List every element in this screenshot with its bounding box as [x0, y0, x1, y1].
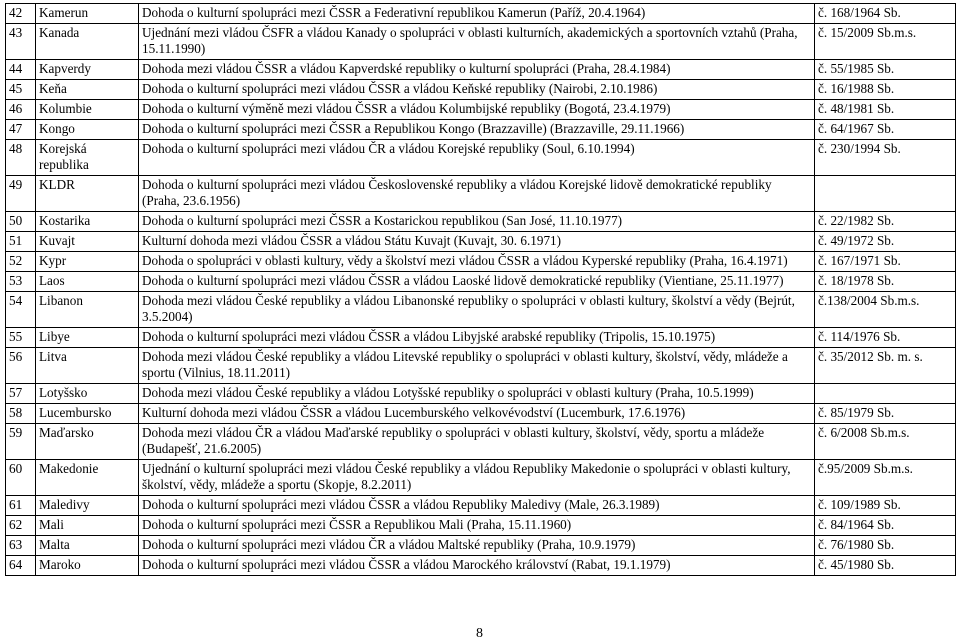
treaty-table — [5, 3, 956, 576]
treaty-title-cell: Dohoda mezi vládou ČR a vládou Maďarské republiky o spolupráci v oblasti kultury, školství, vědy, sportu a mládeže (Budapešť, 21.6.2005) — [139, 424, 815, 460]
collection-reference-cell: č. 167/1971 Sb. — [815, 252, 956, 272]
collection-reference-cell: č. 109/1989 Sb. — [815, 496, 956, 516]
country-cell: Maroko — [36, 556, 139, 576]
table-row — [6, 24, 956, 60]
country-cell: Kamerun — [36, 4, 139, 24]
collection-reference-cell: č.95/2009 Sb.m.s. — [815, 460, 956, 496]
collection-reference-cell — [815, 384, 956, 404]
row-number: 47 — [6, 120, 36, 140]
collection-reference-cell: č.138/2004 Sb.m.s. — [815, 292, 956, 328]
country-cell: KLDR — [36, 176, 139, 212]
collection-reference-cell: č. 18/1978 Sb. — [815, 272, 956, 292]
row-number: 56 — [6, 348, 36, 384]
table-row — [6, 536, 956, 556]
row-number: 52 — [6, 252, 36, 272]
treaty-title-cell: Dohoda o kulturní spolupráci mezi vládou ČR a vládou Korejské republiky (Soul, 6.10.1994) — [139, 140, 815, 176]
collection-reference-cell: č. 55/1985 Sb. — [815, 60, 956, 80]
row-number: 58 — [6, 404, 36, 424]
treaty-title-cell: Dohoda mezi vládou České republiky a vládou Libanonské republiky o spolupráci v oblasti kultury, školství a vědy (Bejrút, 3.5.2004) — [139, 292, 815, 328]
treaty-title-cell: Dohoda mezi vládou ČSSR a vládou Kapverdské republiky o kulturní spolupráci (Praha, 28.4.1984) — [139, 60, 815, 80]
table-row — [6, 292, 956, 328]
table-row — [6, 176, 956, 212]
row-number: 45 — [6, 80, 36, 100]
row-number: 54 — [6, 292, 36, 328]
country-cell: Kolumbie — [36, 100, 139, 120]
table-row — [6, 384, 956, 404]
treaty-title-cell: Dohoda o kulturní spolupráci mezi ČSSR a Republikou Kongo (Brazzaville) (Brazzaville, 29.11.1966) — [139, 120, 815, 140]
collection-reference-cell: č. 64/1967 Sb. — [815, 120, 956, 140]
table-row — [6, 252, 956, 272]
collection-reference-cell: č. 230/1994 Sb. — [815, 140, 956, 176]
treaty-title-cell: Dohoda o kulturní spolupráci mezi vládou ČSSR a vládou Keňské republiky (Nairobi, 2.10.1986) — [139, 80, 815, 100]
country-cell: Kuvajt — [36, 232, 139, 252]
row-number: 50 — [6, 212, 36, 232]
country-cell: Libye — [36, 328, 139, 348]
row-number: 44 — [6, 60, 36, 80]
country-cell: Kongo — [36, 120, 139, 140]
row-number: 64 — [6, 556, 36, 576]
treaty-title-cell: Dohoda o spolupráci v oblasti kultury, vědy a školství mezi vládou ČSSR a vládou Kyperské republiky (Praha, 16.4.1971) — [139, 252, 815, 272]
table-row — [6, 4, 956, 24]
table-row — [6, 272, 956, 292]
treaty-title-cell: Kulturní dohoda mezi vládou ČSSR a vládou Lucemburského velkovévodství (Lucemburk, 17.6.1976) — [139, 404, 815, 424]
treaty-title-cell: Dohoda o kulturní spolupráci mezi vládou ČSSR a vládou Libyjské arabské republiky (Tripolis, 15.10.1975) — [139, 328, 815, 348]
country-cell: Korejská republika — [36, 140, 139, 176]
row-number: 55 — [6, 328, 36, 348]
table-row — [6, 120, 956, 140]
table-row — [6, 80, 956, 100]
treaty-title-cell: Dohoda o kulturní spolupráci mezi vládou ČR a vládou Maltské republiky (Praha, 10.9.1979) — [139, 536, 815, 556]
country-cell: Libanon — [36, 292, 139, 328]
treaty-title-cell: Dohoda o kulturní spolupráci mezi ČSSR a Kostarickou republikou (San José, 11.10.1977) — [139, 212, 815, 232]
treaty-title-cell: Dohoda o kulturní spolupráci mezi vládou ČSSR a vládou Marockého království (Rabat, 19.1.1979) — [139, 556, 815, 576]
country-cell: Maďarsko — [36, 424, 139, 460]
table-row — [6, 100, 956, 120]
treaty-title-cell: Kulturní dohoda mezi vládou ČSSR a vládou Státu Kuvajt (Kuvajt, 30. 6.1971) — [139, 232, 815, 252]
country-cell: Mali — [36, 516, 139, 536]
country-cell: Lucembursko — [36, 404, 139, 424]
country-cell: Maledivy — [36, 496, 139, 516]
country-cell: Kanada — [36, 24, 139, 60]
country-cell: Kapverdy — [36, 60, 139, 80]
row-number: 49 — [6, 176, 36, 212]
table-row — [6, 348, 956, 384]
table-row — [6, 232, 956, 252]
treaty-title-cell: Dohoda o kulturní spolupráci mezi ČSSR a Federativní republikou Kamerun (Paříž, 20.4.1964) — [139, 4, 815, 24]
table-row — [6, 140, 956, 176]
country-cell: Keňa — [36, 80, 139, 100]
collection-reference-cell: č. 15/2009 Sb.m.s. — [815, 24, 956, 60]
treaty-title-cell: Dohoda o kulturní výměně mezi vládou ČSSR a vládou Kolumbijské republiky (Bogotá, 23.4.1979) — [139, 100, 815, 120]
row-number: 46 — [6, 100, 36, 120]
table-row — [6, 496, 956, 516]
treaty-title-cell: Dohoda o kulturní spolupráci mezi vládou ČSSR a vládou Republiky Maledivy (Male, 26.3.1989) — [139, 496, 815, 516]
treaty-title-cell: Dohoda o kulturní spolupráci mezi ČSSR a Republikou Mali (Praha, 15.11.1960) — [139, 516, 815, 536]
collection-reference-cell: č. 16/1988 Sb. — [815, 80, 956, 100]
treaty-title-cell: Dohoda o kulturní spolupráci mezi vládou ČSSR a vládou Laoské lidově demokratické republiky (Vientiane, 25.11.1977) — [139, 272, 815, 292]
collection-reference-cell: č. 48/1981 Sb. — [815, 100, 956, 120]
table-row — [6, 212, 956, 232]
treaty-title-cell: Ujednání mezi vládou ČSFR a vládou Kanady o spolupráci v oblasti kulturních, akademických a sportovních vztahů (Praha, 15.11.1990) — [139, 24, 815, 60]
row-number: 57 — [6, 384, 36, 404]
collection-reference-cell: č. 45/1980 Sb. — [815, 556, 956, 576]
treaty-title-cell: Dohoda mezi vládou České republiky a vládou Lotyšské republiky o spolupráci v oblasti kultury (Praha, 10.5.1999) — [139, 384, 815, 404]
row-number: 62 — [6, 516, 36, 536]
country-cell: Kypr — [36, 252, 139, 272]
country-cell: Makedonie — [36, 460, 139, 496]
row-number: 60 — [6, 460, 36, 496]
collection-reference-cell: č. 85/1979 Sb. — [815, 404, 956, 424]
table-row — [6, 460, 956, 496]
collection-reference-cell: č. 84/1964 Sb. — [815, 516, 956, 536]
row-number: 61 — [6, 496, 36, 516]
collection-reference-cell: č. 114/1976 Sb. — [815, 328, 956, 348]
country-cell: Malta — [36, 536, 139, 556]
country-cell: Laos — [36, 272, 139, 292]
treaty-title-cell: Dohoda mezi vládou České republiky a vládou Litevské republiky o spolupráci v oblasti kultury, školství, vědy, mládeže a sportu (Vilnius, 18.11.2011) — [139, 348, 815, 384]
country-cell: Litva — [36, 348, 139, 384]
table-row — [6, 328, 956, 348]
collection-reference-cell: č. 6/2008 Sb.m.s. — [815, 424, 956, 460]
table-row — [6, 556, 956, 576]
table-row — [6, 404, 956, 424]
page-number: 8 — [476, 626, 483, 641]
collection-reference-cell: č. 22/1982 Sb. — [815, 212, 956, 232]
row-number: 42 — [6, 4, 36, 24]
row-number: 59 — [6, 424, 36, 460]
table-row — [6, 516, 956, 536]
country-cell: Kostarika — [36, 212, 139, 232]
row-number: 51 — [6, 232, 36, 252]
row-number: 53 — [6, 272, 36, 292]
row-number: 63 — [6, 536, 36, 556]
row-number: 43 — [6, 24, 36, 60]
collection-reference-cell: č. 168/1964 Sb. — [815, 4, 956, 24]
treaty-title-cell: Dohoda o kulturní spolupráci mezi vládou Československé republiky a vládou Korejské lidově demokratické republiky (Praha, 23.6.1956) — [139, 176, 815, 212]
table-row — [6, 60, 956, 80]
table-row — [6, 424, 956, 460]
row-number: 48 — [6, 140, 36, 176]
treaty-table-body — [6, 4, 956, 576]
collection-reference-cell: č. 49/1972 Sb. — [815, 232, 956, 252]
collection-reference-cell: č. 35/2012 Sb. m. s. — [815, 348, 956, 384]
treaty-title-cell: Ujednání o kulturní spolupráci mezi vládou České republiky a vládou Republiky Makedonie o spolupráci v oblasti kultury, školství, vědy, mládeže a sportu (Skopje, 8.2.2011) — [139, 460, 815, 496]
collection-reference-cell — [815, 176, 956, 212]
country-cell: Lotyšsko — [36, 384, 139, 404]
collection-reference-cell: č. 76/1980 Sb. — [815, 536, 956, 556]
